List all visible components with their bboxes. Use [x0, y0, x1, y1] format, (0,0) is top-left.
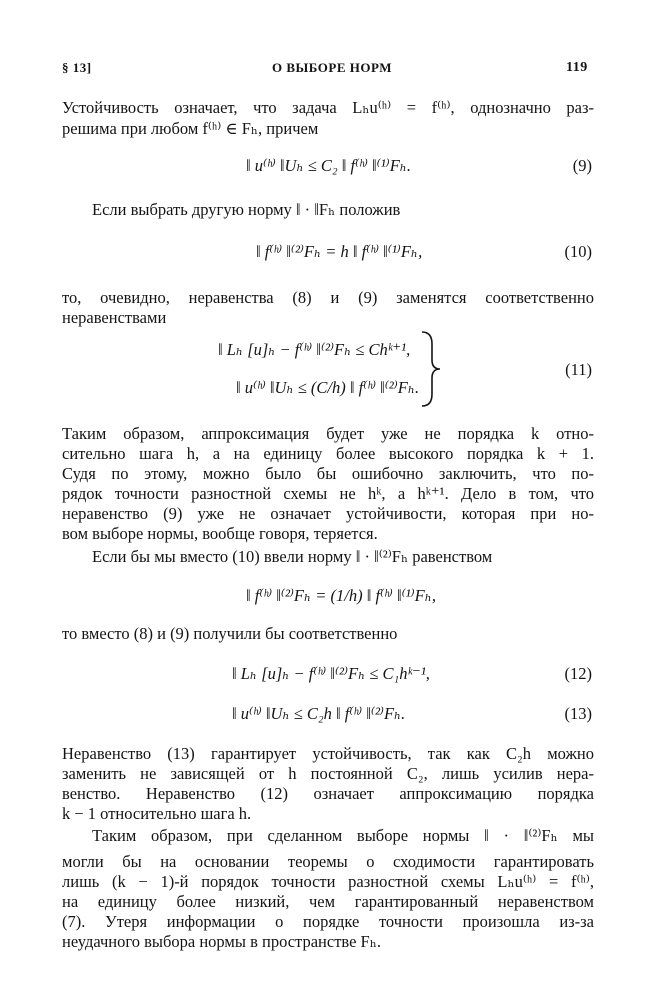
text-line: Таким образом, при сделанном выборе нормы ‖ · ‖⁽²⁾Fₕ мы — [92, 826, 594, 845]
equation-number-10: (10) — [564, 242, 592, 261]
text-line: решима при любом f⁽ʰ⁾ ∈ Fₕ, причем — [62, 119, 319, 138]
text-line: k − 1 относительно шага h. — [62, 804, 252, 823]
right-brace — [420, 330, 442, 408]
equation-11-line-2: ‖ u⁽ʰ⁾ ‖Uₕ ≤ (C/h) ‖ f⁽ʰ⁾ ‖⁽²⁾Fₕ. — [236, 378, 420, 397]
text-line: Если выбрать другую норму ‖ · ‖Fₕ положив — [92, 200, 401, 219]
equation-9: ‖ u⁽ʰ⁾ ‖Uₕ ≤ C₂ ‖ f⁽ʰ⁾ ‖⁽¹⁾Fₕ. — [246, 156, 412, 175]
text-line: (7). Утеря информации о порядке точности произошла из-за — [62, 912, 594, 931]
equation-10: ‖ f⁽ʰ⁾ ‖⁽²⁾Fₕ = h ‖ f⁽ʰ⁾ ‖⁽¹⁾Fₕ, — [256, 242, 423, 261]
equation-number-11: (11) — [565, 360, 592, 379]
text-line: Таким образом, аппроксимация будет уже не порядка k отно- — [62, 424, 594, 443]
text-line: могли бы на основании теоремы о сходимости гарантировать — [62, 852, 594, 871]
section-marker: § 13] — [62, 60, 92, 75]
equation-12: ‖ Lₕ [u]ₕ − f⁽ʰ⁾ ‖⁽²⁾Fₕ ≤ C₁hᵏ⁻¹, — [232, 664, 430, 683]
equation-13: ‖ u⁽ʰ⁾ ‖Uₕ ≤ C₂h ‖ f⁽ʰ⁾ ‖⁽²⁾Fₕ. — [232, 704, 406, 723]
equation-11-line-1: ‖ Lₕ [u]ₕ − f⁽ʰ⁾ ‖⁽²⁾Fₕ ≤ Chᵏ⁺¹, — [218, 340, 411, 359]
text-line: Если бы мы вместо (10) ввели норму ‖ · ‖⁽²⁾Fₕ равенством — [92, 547, 493, 566]
text-line: неудачного выбора нормы в пространстве Fₕ. — [62, 932, 381, 951]
text-line: то вместо (8) и (9) получили бы соответственно — [62, 624, 398, 643]
text-line: рядок точности разностной схемы не hᵏ, а hᵏ⁺¹. Дело в том, что — [62, 484, 594, 503]
text-line: неравенство (9) уже не означает устойчивости, которая при но- — [62, 504, 594, 523]
page-number: 119 — [566, 60, 588, 75]
text-line: лишь (k − 1)-й порядок точности разностной схемы Lₕu⁽ʰ⁾ = f⁽ʰ⁾, — [62, 872, 594, 891]
text-line: венство. Неравенство (12) означает аппроксимацию порядка — [62, 784, 594, 803]
text-line: Устойчивость означает, что задача Lₕu⁽ʰ⁾ = f⁽ʰ⁾, однозначно раз- — [62, 98, 594, 117]
running-title: О ВЫБОРЕ НОРМ — [272, 60, 392, 75]
text-line: то, очевидно, неравенства (8) и (9) заменятся соответственно — [62, 288, 594, 307]
text-line: неравенствами — [62, 308, 167, 327]
equation-number-12: (12) — [564, 664, 592, 683]
text-line: Неравенство (13) гарантирует устойчивость, так как C₂h можно — [62, 744, 594, 763]
text-line: вом выборе нормы, вообще говоря, теряется. — [62, 524, 378, 543]
equation-number-13: (13) — [564, 704, 592, 723]
equation-norm-definition: ‖ f⁽ʰ⁾ ‖⁽²⁾Fₕ = (1/h) ‖ f⁽ʰ⁾ ‖⁽¹⁾Fₕ, — [246, 586, 437, 605]
text-line: заменить не зависящей от h постоянной C₂, лишь усилив нера- — [62, 764, 594, 783]
text-line: Судя по этому, можно было бы ошибочно заключить, что по- — [62, 464, 594, 483]
text-line: сительно шага h, а на единицу более высокого порядка k + 1. — [62, 444, 594, 463]
text-line: на единицу более низкий, чем гарантированный неравенством — [62, 892, 594, 911]
equation-number-9: (9) — [572, 156, 592, 175]
